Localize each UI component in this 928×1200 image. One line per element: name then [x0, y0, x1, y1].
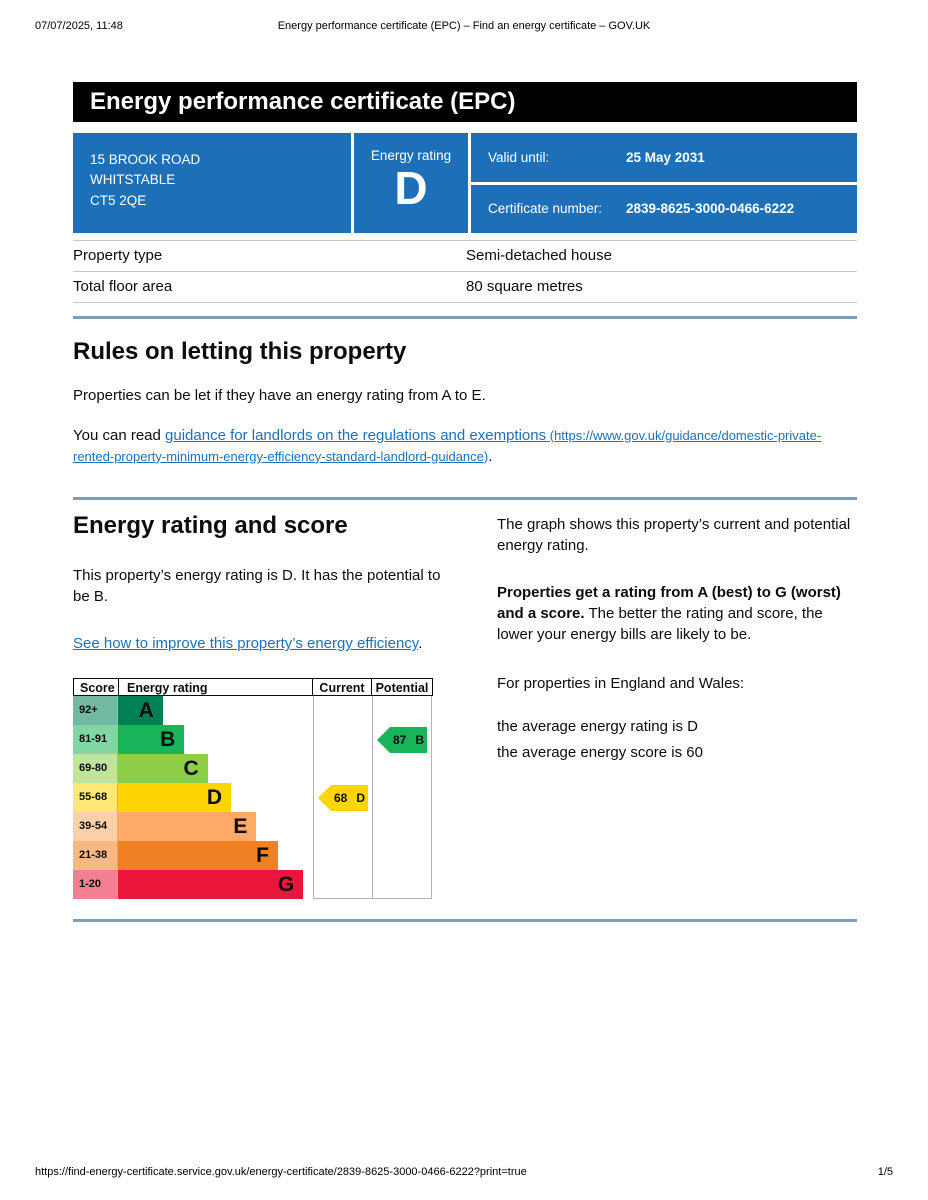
rating-left-column: [73, 512, 445, 900]
page-title: Energy performance certificate (EPC): [73, 82, 857, 122]
band-score-range: 92+: [73, 696, 118, 725]
band-score-range: 1-20: [73, 870, 118, 899]
certificate-number-label: Certificate number:: [488, 201, 603, 217]
average-rating-line: the average energy rating is D: [497, 717, 698, 735]
band-score-range: 81-91: [73, 725, 118, 754]
valid-until-row: [471, 133, 857, 185]
epc-chart-body: [73, 696, 433, 899]
print-footer-url: https://find-energy-certificate.service.gov.uk/energy-certificate/2839-8625-3000-0466-6222?print=true: [35, 1166, 527, 1178]
current-rating-arrow-label: [331, 785, 368, 811]
band-bar-c: C: [118, 754, 208, 783]
potential-rating-column: [372, 696, 432, 899]
floor-area-value: 80 square metres: [466, 278, 583, 295]
band-bar-area: [118, 783, 313, 812]
potential-column-header: Potential: [375, 681, 429, 696]
averages-block: [497, 714, 857, 766]
energy-rating-column-header: Energy rating: [119, 679, 313, 695]
left-arrow-tip-icon: [318, 785, 331, 811]
property-type-value: Semi-detached house: [466, 247, 612, 264]
england-wales-paragraph: For properties in England and Wales:: [497, 674, 745, 692]
property-details-table: [73, 240, 857, 303]
epc-chart-header: [73, 678, 433, 696]
band-bar-area: [118, 754, 313, 783]
section-divider: [73, 316, 857, 319]
band-score-range: 39-54: [73, 812, 118, 841]
valid-until-value: 25 May 2031: [626, 149, 705, 165]
left-arrow-tip-icon: [377, 727, 390, 753]
average-score-line: the average energy score is 60: [497, 743, 703, 761]
band-bar-f: F: [118, 841, 278, 870]
certificate-summary-box: [73, 133, 857, 233]
section-divider: [73, 919, 857, 922]
rules-paragraph-2-prefix: You can read: [73, 426, 166, 444]
rating-summary-paragraph: This property’s energy rating is D. It has the potential to be B.: [73, 567, 441, 606]
property-address: [73, 133, 354, 233]
landlord-guidance-link-url: (https://www.gov.uk/guidance/domestic-private-rented-property-minimum-energy-efficiency-standard-landlord-guidance): [73, 427, 822, 464]
band-bar-area: [118, 870, 313, 899]
band-score-range: 69-80: [73, 754, 118, 783]
potential-rating-arrow-label: [390, 727, 427, 753]
property-type-label: Property type: [73, 247, 163, 264]
energy-rating-panel: [354, 133, 471, 233]
rating-scale-paragraph: [497, 582, 857, 645]
score-column-header: Score: [74, 679, 119, 695]
floor-area-label: Total floor area: [73, 278, 173, 295]
address-line-2: WHITSTABLE: [90, 172, 176, 188]
current-rating-column: [313, 696, 372, 899]
rules-heading: Rules on letting this property: [73, 338, 407, 365]
band-bar-area: [118, 812, 313, 841]
certificate-meta-panel: [471, 133, 857, 233]
band-score-range: 55-68: [73, 783, 118, 812]
arrow-score: 68: [333, 791, 348, 806]
improve-paragraph-suffix: .: [418, 635, 423, 653]
improve-efficiency-link[interactable]: See how to improve this property’s energy efficiency: [73, 635, 419, 653]
rules-paragraph-1: Properties can be let if they have an energy rating from A to E.: [73, 386, 486, 404]
rules-paragraph-2: [73, 425, 857, 467]
arrow-letter: B: [415, 733, 425, 748]
current-column-header: Current: [313, 679, 372, 695]
graph-explainer-paragraph: The graph shows this property’s current and potential energy rating.: [497, 515, 851, 554]
print-document-title: Energy performance certificate (EPC) – Find an energy certificate – GOV.UK: [277, 20, 651, 32]
band-bar-d: D: [118, 783, 231, 812]
address-line-3: CT5 2QE: [90, 192, 147, 208]
valid-until-label: Valid until:: [488, 149, 550, 165]
landlord-guidance-link-text: guidance for landlords on the regulations and exemptions: [165, 426, 547, 444]
energy-rating-value: D: [394, 162, 428, 214]
rating-scale-rest-text: The better the rating and score, the lower your energy bills are likely to be.: [497, 604, 823, 643]
band-bar-a: A: [118, 696, 163, 725]
table-row: [73, 272, 857, 303]
band-bar-e: E: [118, 812, 256, 841]
energy-rating-label: Energy rating: [370, 148, 452, 163]
band-bar-area: [118, 841, 313, 870]
certificate-number-row: [471, 185, 857, 234]
address-line-1: 15 BROOK ROAD: [90, 152, 201, 167]
band-bar-b: B: [118, 725, 184, 754]
improve-paragraph: [73, 633, 445, 654]
section-divider: [73, 497, 857, 500]
arrow-score: 87: [392, 733, 407, 748]
table-row: [73, 241, 857, 272]
landlord-guidance-link[interactable]: [73, 427, 821, 465]
print-footer: [35, 1166, 893, 1178]
rules-paragraph-2-suffix: .: [488, 447, 493, 465]
certificate-page: [73, 82, 857, 922]
band-score-range: 21-38: [73, 841, 118, 870]
epc-rating-chart: [73, 678, 433, 899]
current-rating-arrow: [318, 785, 368, 811]
certificate-number-value: 2839-8625-3000-0466-6222: [626, 201, 795, 217]
print-page-number: 1/5: [877, 1166, 893, 1178]
rating-right-column: [497, 512, 857, 900]
print-header: [35, 20, 893, 34]
energy-rating-section: [73, 512, 857, 900]
band-bar-area: [118, 725, 313, 754]
print-datetime: 07/07/2025, 11:48: [35, 20, 123, 32]
band-bar-g: G: [118, 870, 303, 899]
band-bar-area: [118, 696, 313, 725]
rating-heading: Energy rating and score: [73, 511, 348, 539]
rating-scale-bold-text: Properties get a rating from A (best) to G (worst) and a score.: [497, 583, 841, 622]
potential-rating-arrow: [377, 727, 427, 753]
arrow-letter: D: [356, 791, 366, 806]
